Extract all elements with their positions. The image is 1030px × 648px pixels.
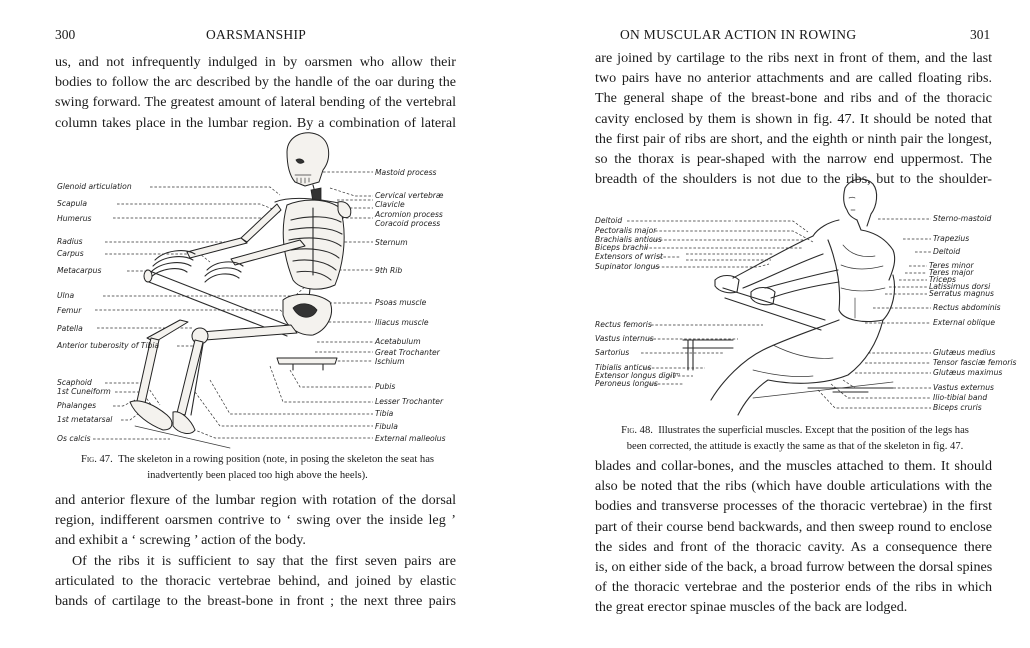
caption-line: inadvertently been placed too high above the heels). (147, 469, 368, 481)
page-number: 301 (970, 27, 991, 42)
text-line: is, on either side of the back, a broad furrow between the dorsal spines (595, 559, 993, 576)
caption-text: The skeleton in a rowing position (note, in posing the skeleton the seat has (118, 454, 435, 465)
label-1st-cuneiform: 1st Cuneiform (57, 387, 111, 396)
text-line: articulated to the thoracic vertebrae behind, and joined by elastic (55, 573, 456, 590)
text-line: and exhibit a ‘ screwing ’ action of the body. (55, 532, 306, 549)
label-tibialis-anticus: Tibialis anticus (595, 363, 652, 372)
label-ilio-tibial-band: Ilio-tibial band (933, 393, 988, 402)
label-external-malleolus: External malleolus (375, 434, 446, 443)
label-phalanges: Phalanges (57, 401, 97, 410)
label-pubis: Pubis (375, 382, 396, 391)
label-great-trochanter: Great Trochanter (375, 348, 440, 357)
text-line: cavity enclosed by them is shown in fig. 47. It should be noted that (595, 110, 992, 127)
label-extensor-longus-digitorum: Extensor longus digitᵐ (595, 371, 681, 380)
label-vastus-externus: Vastus externus (933, 383, 994, 392)
label-latissimus-dorsi: Latissimus dorsi (929, 282, 991, 291)
label-acetabulum: Acetabulum (375, 337, 421, 346)
text-line: region, indifferent oarsmen contrive to ‘ swing over the inside leg ’ (55, 512, 456, 529)
caption-text: Illustrates the superficial muscles. Except that the position of the legs has (658, 425, 969, 436)
page-number: 300 (55, 27, 76, 42)
skeleton-drawing (130, 133, 351, 448)
text-line: also be noted that the ribs (which have double articulations with the (595, 478, 992, 495)
label-clavicle: Clavicle (375, 200, 405, 209)
text-line: and anterior flexure of the lumbar region with rotation of the dorsal (55, 492, 456, 508)
caption-line (55, 452, 460, 468)
label-rectus-femoris: Rectus femoris (595, 320, 652, 329)
label-acromion-process: Acromion process (375, 210, 443, 219)
label-trapezius: Trapezius (933, 234, 970, 243)
text-line: two pairs have no anterior attachments and are called floating ribs. (595, 70, 992, 87)
text-line: of the thoracic vertebrae and the posterior ends of the ribs in which (595, 579, 992, 596)
label-ulna: Ulna (57, 291, 75, 300)
label-glutaeus-medius: Glutæus medius (933, 348, 996, 357)
paragraph-shoulder-blades (595, 456, 992, 618)
text-line: column takes place in the lumbar region. By a combination of lateral (55, 114, 456, 131)
right-page (515, 0, 1030, 648)
figure-47-caption (55, 452, 460, 483)
label-glutaeus-maximus: Glutæus maximus (933, 368, 1003, 377)
label-fibula: Fibula (375, 422, 398, 431)
text-line: us, and not infrequently indulged in by oarsmen who allow their (55, 54, 456, 70)
label-teres-major: Teres major (929, 268, 974, 277)
caption-line: been corrected, the attitude is exactly the same as that of the skeleton in fig. 47. (626, 440, 964, 452)
paragraph-lateral-bending (55, 52, 456, 133)
running-head: ON MUSCULAR ACTION IN ROWING (620, 27, 857, 42)
label-iliacus-muscle: Iliacus muscle (375, 318, 429, 327)
label-vastus-internus: Vastus internus (595, 334, 654, 343)
label-pectoralis-major: Pectoralis major (595, 226, 657, 235)
text-line: bodies to follow the arc described by the handle of the oar during the (55, 74, 456, 91)
label-peroneus-longus: Peroneus longus (595, 379, 658, 388)
text-line: so the thorax is pear-shaped with the narrow end uppermost. The (595, 151, 992, 168)
label-coracoid-process: Coracoid process (375, 219, 441, 228)
text-line: the great erector spinae muscles of the back are lodged. (595, 599, 908, 616)
text-line: bands of cartilage to the breast-bone in front ; the next three pairs (55, 593, 456, 610)
label-metacarpus: Metacarpus (57, 266, 102, 275)
text-line: blades and collar-bones, and the muscles attached to them. It should (595, 458, 992, 474)
label-triceps: Triceps (929, 275, 956, 284)
figure-number: Fig. 48. (621, 425, 653, 436)
running-head: OARSMANSHIP (206, 27, 307, 42)
text-line: the sides and front of the thoracic cavity. As a consequence there (595, 538, 992, 555)
label-humerus: Humerus (57, 214, 92, 223)
label-extensors-of-wrist: Extensors of wrist (595, 252, 663, 261)
figure-48-muscles (593, 170, 1017, 420)
text-line: the first pair of ribs are short, and the eighth or ninth pair the longest, (595, 130, 992, 147)
text-line: are joined by cartilage to the ribs next in front of them, and the last (595, 50, 992, 66)
label-tibia: Tibia (375, 409, 394, 418)
figure-48-caption (595, 423, 995, 454)
label-scapula: Scapula (57, 199, 88, 208)
label-sternum: Sternum (375, 238, 408, 247)
text-line: The general shape of the breast-bone and ribs and of the thoracic (595, 90, 992, 107)
label-external-oblique: External oblique (933, 318, 996, 327)
label-sterno-mastoid: Sterno-mastoid (933, 214, 992, 223)
label-femur: Femur (57, 306, 82, 315)
label-os-calcis: Os calcis (57, 434, 91, 443)
figure-drawing (683, 179, 895, 415)
leader-lines-left (627, 221, 813, 384)
label-radius: Radius (57, 237, 83, 246)
text-line: swing forward. The greatest amount of lateral bending of the vertebral (55, 94, 456, 111)
label-cervical-vertebrae: Cervical vertebræ (375, 191, 444, 200)
label-biceps-cruris: Biceps cruris (933, 403, 982, 412)
label-lesser-trochanter: Lesser Trochanter (375, 397, 444, 406)
figure-47-skeleton (55, 130, 460, 450)
label-ischium: Ischium (375, 357, 405, 366)
paragraph-lumbar-flexure (55, 490, 456, 551)
paragraph-ribs (55, 551, 456, 612)
label-deltoid-right: Deltoid (933, 247, 961, 256)
paragraph-floating-ribs (595, 48, 992, 189)
figure-number: Fig. 47. (80, 454, 113, 465)
text-line: bodies and transverse processes of the thoracic vertebrae) in the first (595, 498, 992, 515)
label-psoas-muscle: Psoas muscle (375, 298, 427, 307)
text-line: Of the ribs it is sufficient to say that the first seven pairs are (72, 553, 456, 569)
label-supinator-longus: Supinator longus (595, 262, 660, 271)
label-sartorius: Sartorius (595, 348, 630, 357)
label-1st-metatarsal: 1st metatarsal (57, 415, 113, 424)
label-deltoid-left: Deltoid (595, 216, 623, 225)
text-line: part of their course bend backwards, and then sweep round to enclose (595, 518, 992, 535)
label-mastoid-process: Mastoid process (375, 168, 437, 177)
label-teres-minor: Teres minor (929, 261, 974, 270)
caption-line (595, 423, 995, 439)
label-scaphoid: Scaphoid (57, 378, 92, 387)
label-biceps-brachii: Biceps brachii (595, 243, 649, 252)
label-carpus: Carpus (57, 249, 84, 258)
label-serratus-magnus: Serratus magnus (929, 289, 995, 298)
label-patella: Patella (57, 324, 83, 333)
label-glenoid-articulation: Glenoid articulation (57, 182, 132, 191)
label-anterior-tuberosity-tibia: Anterior tuberosity of Tibia (57, 341, 160, 350)
label-9th-rib: 9th Rib (375, 266, 403, 275)
text-line: breadth of the shoulders is not due to the ribs, but to the shoulder- (595, 171, 992, 188)
label-brachialis-anticus: Brachialis anticus (595, 235, 662, 244)
label-tensor-fasciae-femoris: Tensor fasciæ femoris (933, 358, 1017, 367)
label-rectus-abdominis: Rectus abdominis (933, 303, 1001, 312)
